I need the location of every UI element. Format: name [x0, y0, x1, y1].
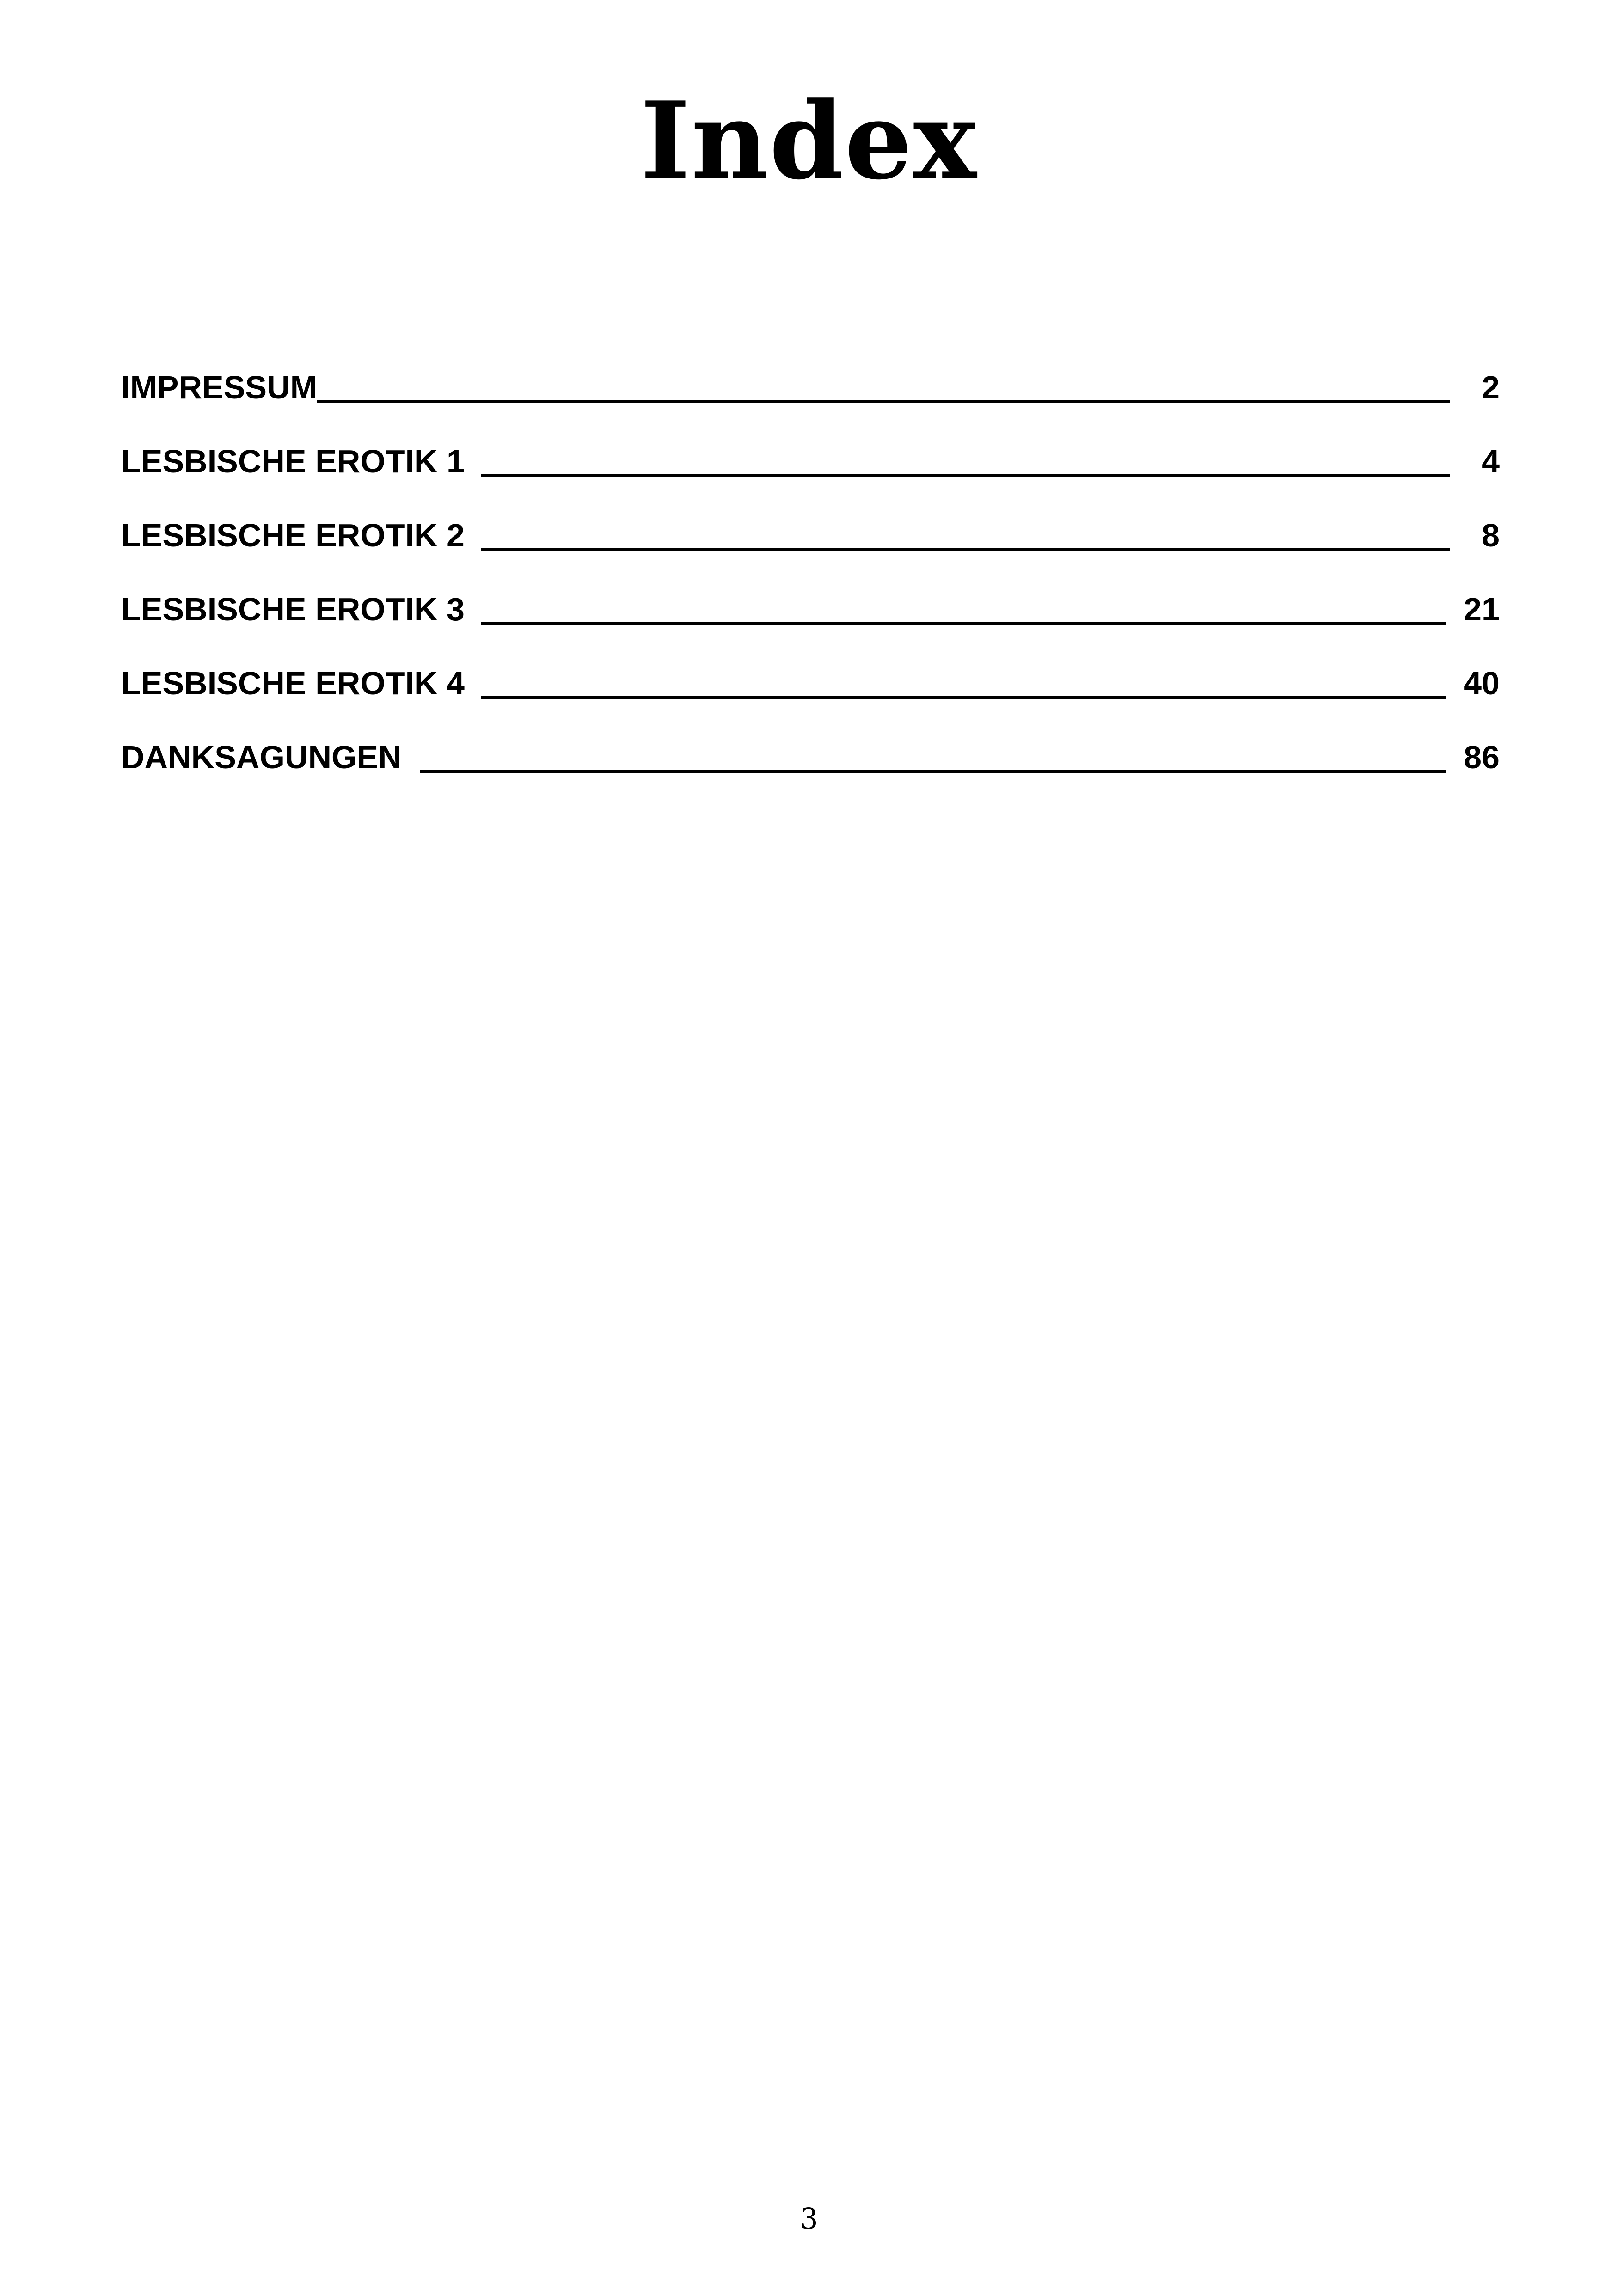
toc-leader-line: [420, 770, 1446, 773]
toc-entry-lesbische-erotik-3[interactable]: [121, 555, 1500, 629]
toc-entry-label: LESBISCHE EROTIK 4: [121, 665, 465, 701]
toc-entry-label: DANKSAGUNGEN: [121, 739, 402, 775]
toc-entry-label: LESBISCHE EROTIK 3: [121, 591, 465, 627]
table-of-contents: [121, 333, 1500, 777]
toc-leader-line: [481, 696, 1446, 699]
page-title: Index: [640, 79, 978, 203]
toc-entry-lesbische-erotik-4[interactable]: [121, 629, 1500, 703]
toc-entry-danksagungen[interactable]: [121, 703, 1500, 777]
page-number: 3: [800, 2202, 818, 2235]
toc-entry-label: IMPRESSUM: [121, 369, 317, 405]
toc-entry-lesbische-erotik-2[interactable]: [121, 481, 1500, 555]
toc-entry-page: 2: [1482, 369, 1500, 405]
toc-entry-label: LESBISCHE EROTIK 1: [121, 443, 465, 479]
toc-leader-line: [481, 548, 1450, 551]
toc-entry-page: 8: [1482, 517, 1500, 553]
toc-leader-line: [481, 474, 1450, 477]
toc-entry-page: 21: [1464, 591, 1500, 627]
toc-entry-page: 86: [1464, 739, 1500, 775]
toc-entry-label: LESBISCHE EROTIK 2: [121, 517, 465, 553]
toc-entry-page: 40: [1464, 665, 1500, 701]
toc-entry-impressum[interactable]: [121, 333, 1500, 407]
toc-leader-line: [317, 400, 1450, 403]
toc-entry-page: 4: [1482, 443, 1500, 479]
toc-entry-lesbische-erotik-1[interactable]: [121, 407, 1500, 481]
toc-leader-line: [481, 622, 1446, 625]
